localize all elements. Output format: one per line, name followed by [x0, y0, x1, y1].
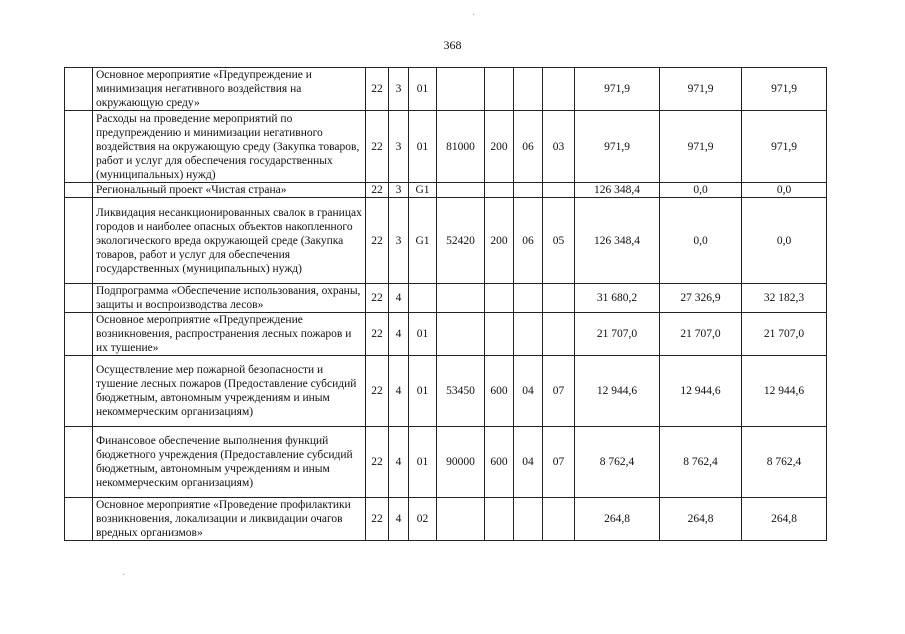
- code-cell-c3: 01: [409, 111, 437, 183]
- amount-cell-v2: 12 944,6: [660, 356, 742, 427]
- table-row: [65, 183, 827, 198]
- code-cell-c2: 3: [389, 183, 409, 198]
- row-name-cell: Ликвидация несанкционированных свалок в границах городов и наиболее опасных объектов накопленного экологического вреда окружающей среде (Закупка товаров, работ и услуг для обеспечения государственных (муниципальных) нужд): [93, 198, 366, 284]
- table-row: [65, 313, 827, 356]
- code-cell-c5: 200: [485, 111, 514, 183]
- row-number-cell: [65, 356, 93, 427]
- row-number-cell: [65, 68, 93, 111]
- code-cell-c3: 02: [409, 498, 437, 541]
- code-cell-c3: 01: [409, 427, 437, 498]
- code-cell-c4: [437, 284, 485, 313]
- code-cell-c1: 22: [366, 198, 389, 284]
- table-row: [65, 427, 827, 498]
- code-cell-c6: [514, 498, 543, 541]
- code-cell-c7: [543, 68, 575, 111]
- code-cell-c3: 01: [409, 68, 437, 111]
- row-name-cell: Финансовое обеспечение выполнения функций бюджетного учреждения (Предоставление субсидий бюджетным, автономным учреждениям и иным некоммерческим организациям): [93, 427, 366, 498]
- code-cell-c1: 22: [366, 356, 389, 427]
- code-cell-c3: 01: [409, 356, 437, 427]
- code-cell-c2: 4: [389, 313, 409, 356]
- code-cell-c7: [543, 498, 575, 541]
- code-cell-c7: 05: [543, 198, 575, 284]
- amount-cell-v3: 971,9: [742, 68, 827, 111]
- code-cell-c4: [437, 68, 485, 111]
- row-name-cell: Расходы на проведение мероприятий по предупреждению и минимизации негативного воздействия на окружающую среду (Закупка товаров, работ и услуг для обеспечения государственных (муниципальных) нужд): [93, 111, 366, 183]
- page-number: 368: [443, 38, 462, 52]
- code-cell-c5: [485, 68, 514, 111]
- row-number-cell: [65, 198, 93, 284]
- code-cell-c7: [543, 313, 575, 356]
- amount-cell-v1: 31 680,2: [575, 284, 660, 313]
- amount-cell-v1: 21 707,0: [575, 313, 660, 356]
- row-name-cell: Основное мероприятие «Предупреждение возникновения, распространения лесных пожаров и их тушение»: [93, 313, 366, 356]
- amount-cell-v2: 0,0: [660, 198, 742, 284]
- code-cell-c1: 22: [366, 427, 389, 498]
- amount-cell-v2: 8 762,4: [660, 427, 742, 498]
- amount-cell-v3: 971,9: [742, 111, 827, 183]
- row-number-cell: [65, 284, 93, 313]
- code-cell-c4: [437, 183, 485, 198]
- row-name-cell: Региональный проект «Чистая страна»: [93, 183, 366, 198]
- row-name-cell: Осуществление мер пожарной безопасности и тушение лесных пожаров (Предоставление субсидий бюджетным, автономным учреждениям и иным некоммерческим организациям): [93, 356, 366, 427]
- code-cell-c6: 04: [514, 356, 543, 427]
- code-cell-c5: 600: [485, 427, 514, 498]
- code-cell-c1: 22: [366, 498, 389, 541]
- row-number-cell: [65, 183, 93, 198]
- code-cell-c2: 4: [389, 427, 409, 498]
- amount-cell-v1: 971,9: [575, 111, 660, 183]
- table-row: [65, 356, 827, 427]
- row-number-cell: [65, 313, 93, 356]
- code-cell-c6: [514, 313, 543, 356]
- code-cell-c2: 4: [389, 284, 409, 313]
- code-cell-c5: [485, 284, 514, 313]
- code-cell-c4: 90000: [437, 427, 485, 498]
- row-name-cell: Основное мероприятие «Проведение профилактики возникновения, локализации и ликвидации очагов вредных организмов»: [93, 498, 366, 541]
- amount-cell-v1: 126 348,4: [575, 183, 660, 198]
- code-cell-c2: 3: [389, 198, 409, 284]
- code-cell-c7: 07: [543, 356, 575, 427]
- table-row: [65, 68, 827, 111]
- code-cell-c7: [543, 183, 575, 198]
- amount-cell-v2: 21 707,0: [660, 313, 742, 356]
- code-cell-c4: 53450: [437, 356, 485, 427]
- scan-speck: ·: [472, 10, 476, 21]
- amount-cell-v1: 126 348,4: [575, 198, 660, 284]
- code-cell-c5: 600: [485, 356, 514, 427]
- code-cell-c3: G1: [409, 183, 437, 198]
- table-row: [65, 498, 827, 541]
- table-row: [65, 111, 827, 183]
- scan-speck: ·: [122, 570, 126, 581]
- code-cell-c5: [485, 313, 514, 356]
- amount-cell-v3: 264,8: [742, 498, 827, 541]
- code-cell-c5: [485, 183, 514, 198]
- code-cell-c2: 4: [389, 356, 409, 427]
- row-number-cell: [65, 427, 93, 498]
- code-cell-c1: 22: [366, 111, 389, 183]
- code-cell-c6: 06: [514, 198, 543, 284]
- code-cell-c6: 06: [514, 111, 543, 183]
- code-cell-c5: [485, 498, 514, 541]
- row-name-cell: Основное мероприятие «Предупреждение и минимизация негативного воздействия на окружающую среду»: [93, 68, 366, 111]
- code-cell-c1: 22: [366, 313, 389, 356]
- code-cell-c7: 07: [543, 427, 575, 498]
- amount-cell-v2: 971,9: [660, 68, 742, 111]
- table-row: [65, 284, 827, 313]
- code-cell-c5: 200: [485, 198, 514, 284]
- table-row: [65, 198, 827, 284]
- amount-cell-v2: 0,0: [660, 183, 742, 198]
- row-number-cell: [65, 111, 93, 183]
- code-cell-c3: [409, 284, 437, 313]
- code-cell-c1: 22: [366, 68, 389, 111]
- amount-cell-v3: 0,0: [742, 198, 827, 284]
- code-cell-c1: 22: [366, 284, 389, 313]
- amount-cell-v2: 971,9: [660, 111, 742, 183]
- code-cell-c7: [543, 284, 575, 313]
- code-cell-c4: 81000: [437, 111, 485, 183]
- amount-cell-v2: 27 326,9: [660, 284, 742, 313]
- code-cell-c3: 01: [409, 313, 437, 356]
- amount-cell-v3: 8 762,4: [742, 427, 827, 498]
- code-cell-c2: 3: [389, 111, 409, 183]
- code-cell-c6: [514, 183, 543, 198]
- code-cell-c7: 03: [543, 111, 575, 183]
- code-cell-c3: G1: [409, 198, 437, 284]
- code-cell-c6: 04: [514, 427, 543, 498]
- code-cell-c6: [514, 284, 543, 313]
- row-number-cell: [65, 498, 93, 541]
- amount-cell-v3: 32 182,3: [742, 284, 827, 313]
- code-cell-c4: [437, 313, 485, 356]
- amount-cell-v1: 264,8: [575, 498, 660, 541]
- code-cell-c4: [437, 498, 485, 541]
- code-cell-c2: 4: [389, 498, 409, 541]
- code-cell-c4: 52420: [437, 198, 485, 284]
- amount-cell-v1: 8 762,4: [575, 427, 660, 498]
- amount-cell-v2: 264,8: [660, 498, 742, 541]
- amount-cell-v3: 0,0: [742, 183, 827, 198]
- amount-cell-v3: 12 944,6: [742, 356, 827, 427]
- code-cell-c2: 3: [389, 68, 409, 111]
- amount-cell-v1: 12 944,6: [575, 356, 660, 427]
- amount-cell-v3: 21 707,0: [742, 313, 827, 356]
- amount-cell-v1: 971,9: [575, 68, 660, 111]
- row-name-cell: Подпрограмма «Обеспечение использования, охраны, защиты и воспроизводства лесов»: [93, 284, 366, 313]
- budget-table: [64, 67, 827, 541]
- code-cell-c1: 22: [366, 183, 389, 198]
- code-cell-c6: [514, 68, 543, 111]
